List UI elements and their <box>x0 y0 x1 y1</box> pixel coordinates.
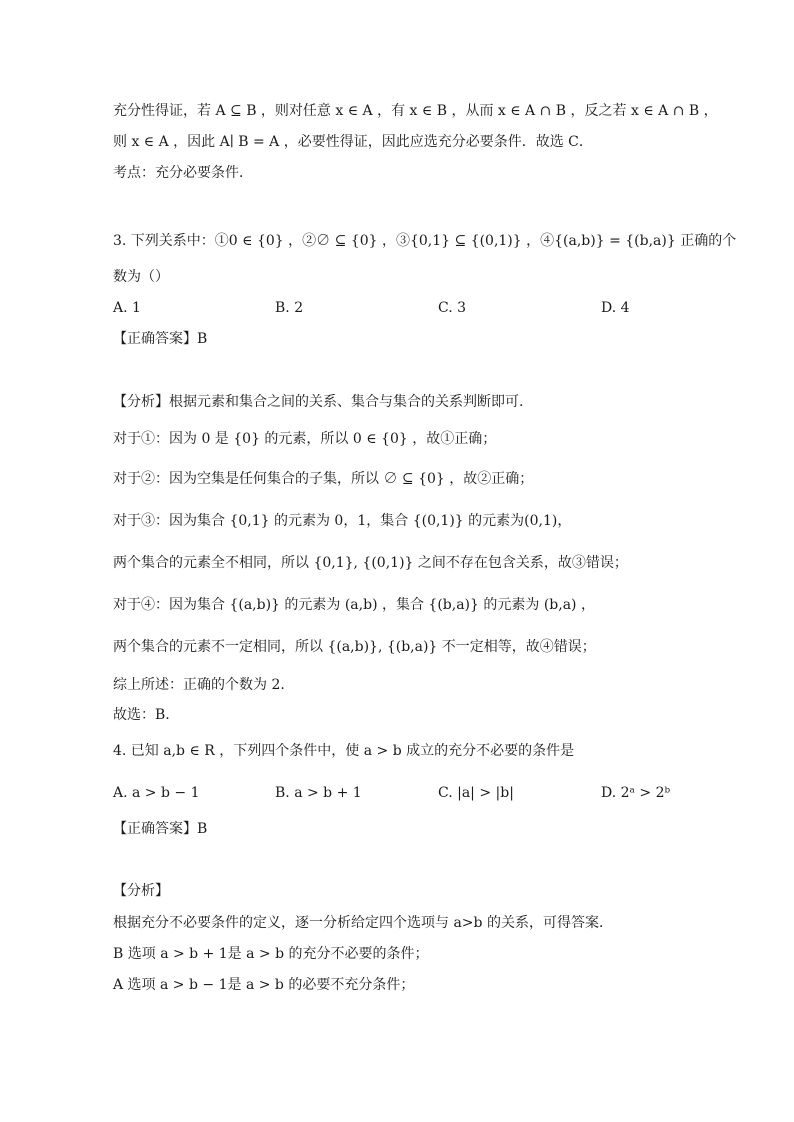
q3-analysis-line-3: 对于②：因为空集是任何集合的子集，所以 ∅ ⊆ {0} ，故②正确； <box>113 471 534 487</box>
q4-analysis-line-1: 根据充分不必要条件的定义，逐一分析给定四个选项与 a>b 的关系，可得答案． <box>113 915 613 931</box>
q4-stem: 4. 已知 a,b ∈ R ，下列四个条件中，使 a > b 成立的充分不必要的条件是 <box>113 743 575 759</box>
kaodian-line: 考点：充分必要条件． <box>113 165 253 181</box>
q3-analysis-line-6: 对于④：因为集合 {(a,b)} 的元素为 (a,b) ，集合 {(b,a)} 的元素为 (b,a) ， <box>113 597 595 613</box>
q3-option-d: D. 4 <box>601 300 630 316</box>
q3-analysis-line-7: 两个集合的元素不一定相同，所以 {(a,b)}, {(b,a)} 不一定相等，故④错误； <box>113 639 596 655</box>
q3-analysis-line-1: 【分析】根据元素和集合之间的关系、集合与集合的关系判断即可. <box>113 394 524 410</box>
q4-answer: 【正确答案】B <box>113 821 208 837</box>
q3-analysis-line-4: 对于③：因为集合 {0,1} 的元素为 0，1，集合 {(0,1)} 的元素为(0,1)， <box>113 513 572 529</box>
q4-option-b: B. a > b + 1 <box>275 785 362 801</box>
q3-analysis-line-8: 综上所述：正确的个数为 2. <box>113 677 285 693</box>
q4-analysis-header: 【分析】 <box>113 883 169 899</box>
q3-analysis-line-9: 故选：B. <box>113 707 170 723</box>
q3-option-a: A. 1 <box>113 300 141 316</box>
q4-analysis-line-3: A 选项 a > b − 1是 a > b 的必要不充分条件； <box>113 977 415 993</box>
q3-option-b: B. 2 <box>275 300 304 316</box>
prev-solution-line-1: 充分性得证，若 A ⊆ B ，则对任意 x ∈ A ，有 x ∈ B ，从而 x ∈ A ∩ B ，反之若 x ∈ A ∩ B ， <box>113 103 718 119</box>
q4-option-d: D. 2ᵃ > 2ᵇ <box>601 785 671 801</box>
q3-stem-line-1: 3. 下列关系中：①0 ∈ {0} ，②∅ ⊆ {0} ，③{0,1} ⊆ {(0,1)} ，④{(a,b)} = {(b,a)} 正确的个 <box>113 233 737 249</box>
q4-analysis-line-2: B 选项 a > b + 1是 a > b 的充分不必要的条件； <box>113 946 429 962</box>
prev-solution-line-2: 则 x ∈ A ，因此 A∣ B = A ，必要性得证，因此应选充分必要条件．故选 C． <box>113 134 593 150</box>
q3-option-c: C. 3 <box>438 300 467 316</box>
q3-analysis-line-2: 对于①：因为 0 是 {0} 的元素，所以 0 ∈ {0} ，故①正确； <box>113 431 497 447</box>
q3-analysis-line-5: 两个集合的元素全不相同，所以 {0,1}, {(0,1)} 之间不存在包含关系，故③错误； <box>113 555 628 571</box>
q4-option-a: A. a > b − 1 <box>113 785 200 801</box>
q3-stem-line-2: 数为（） <box>113 269 169 285</box>
q4-option-c: C. |a| > |b| <box>438 785 514 801</box>
q3-answer: 【正确答案】B <box>113 331 208 347</box>
